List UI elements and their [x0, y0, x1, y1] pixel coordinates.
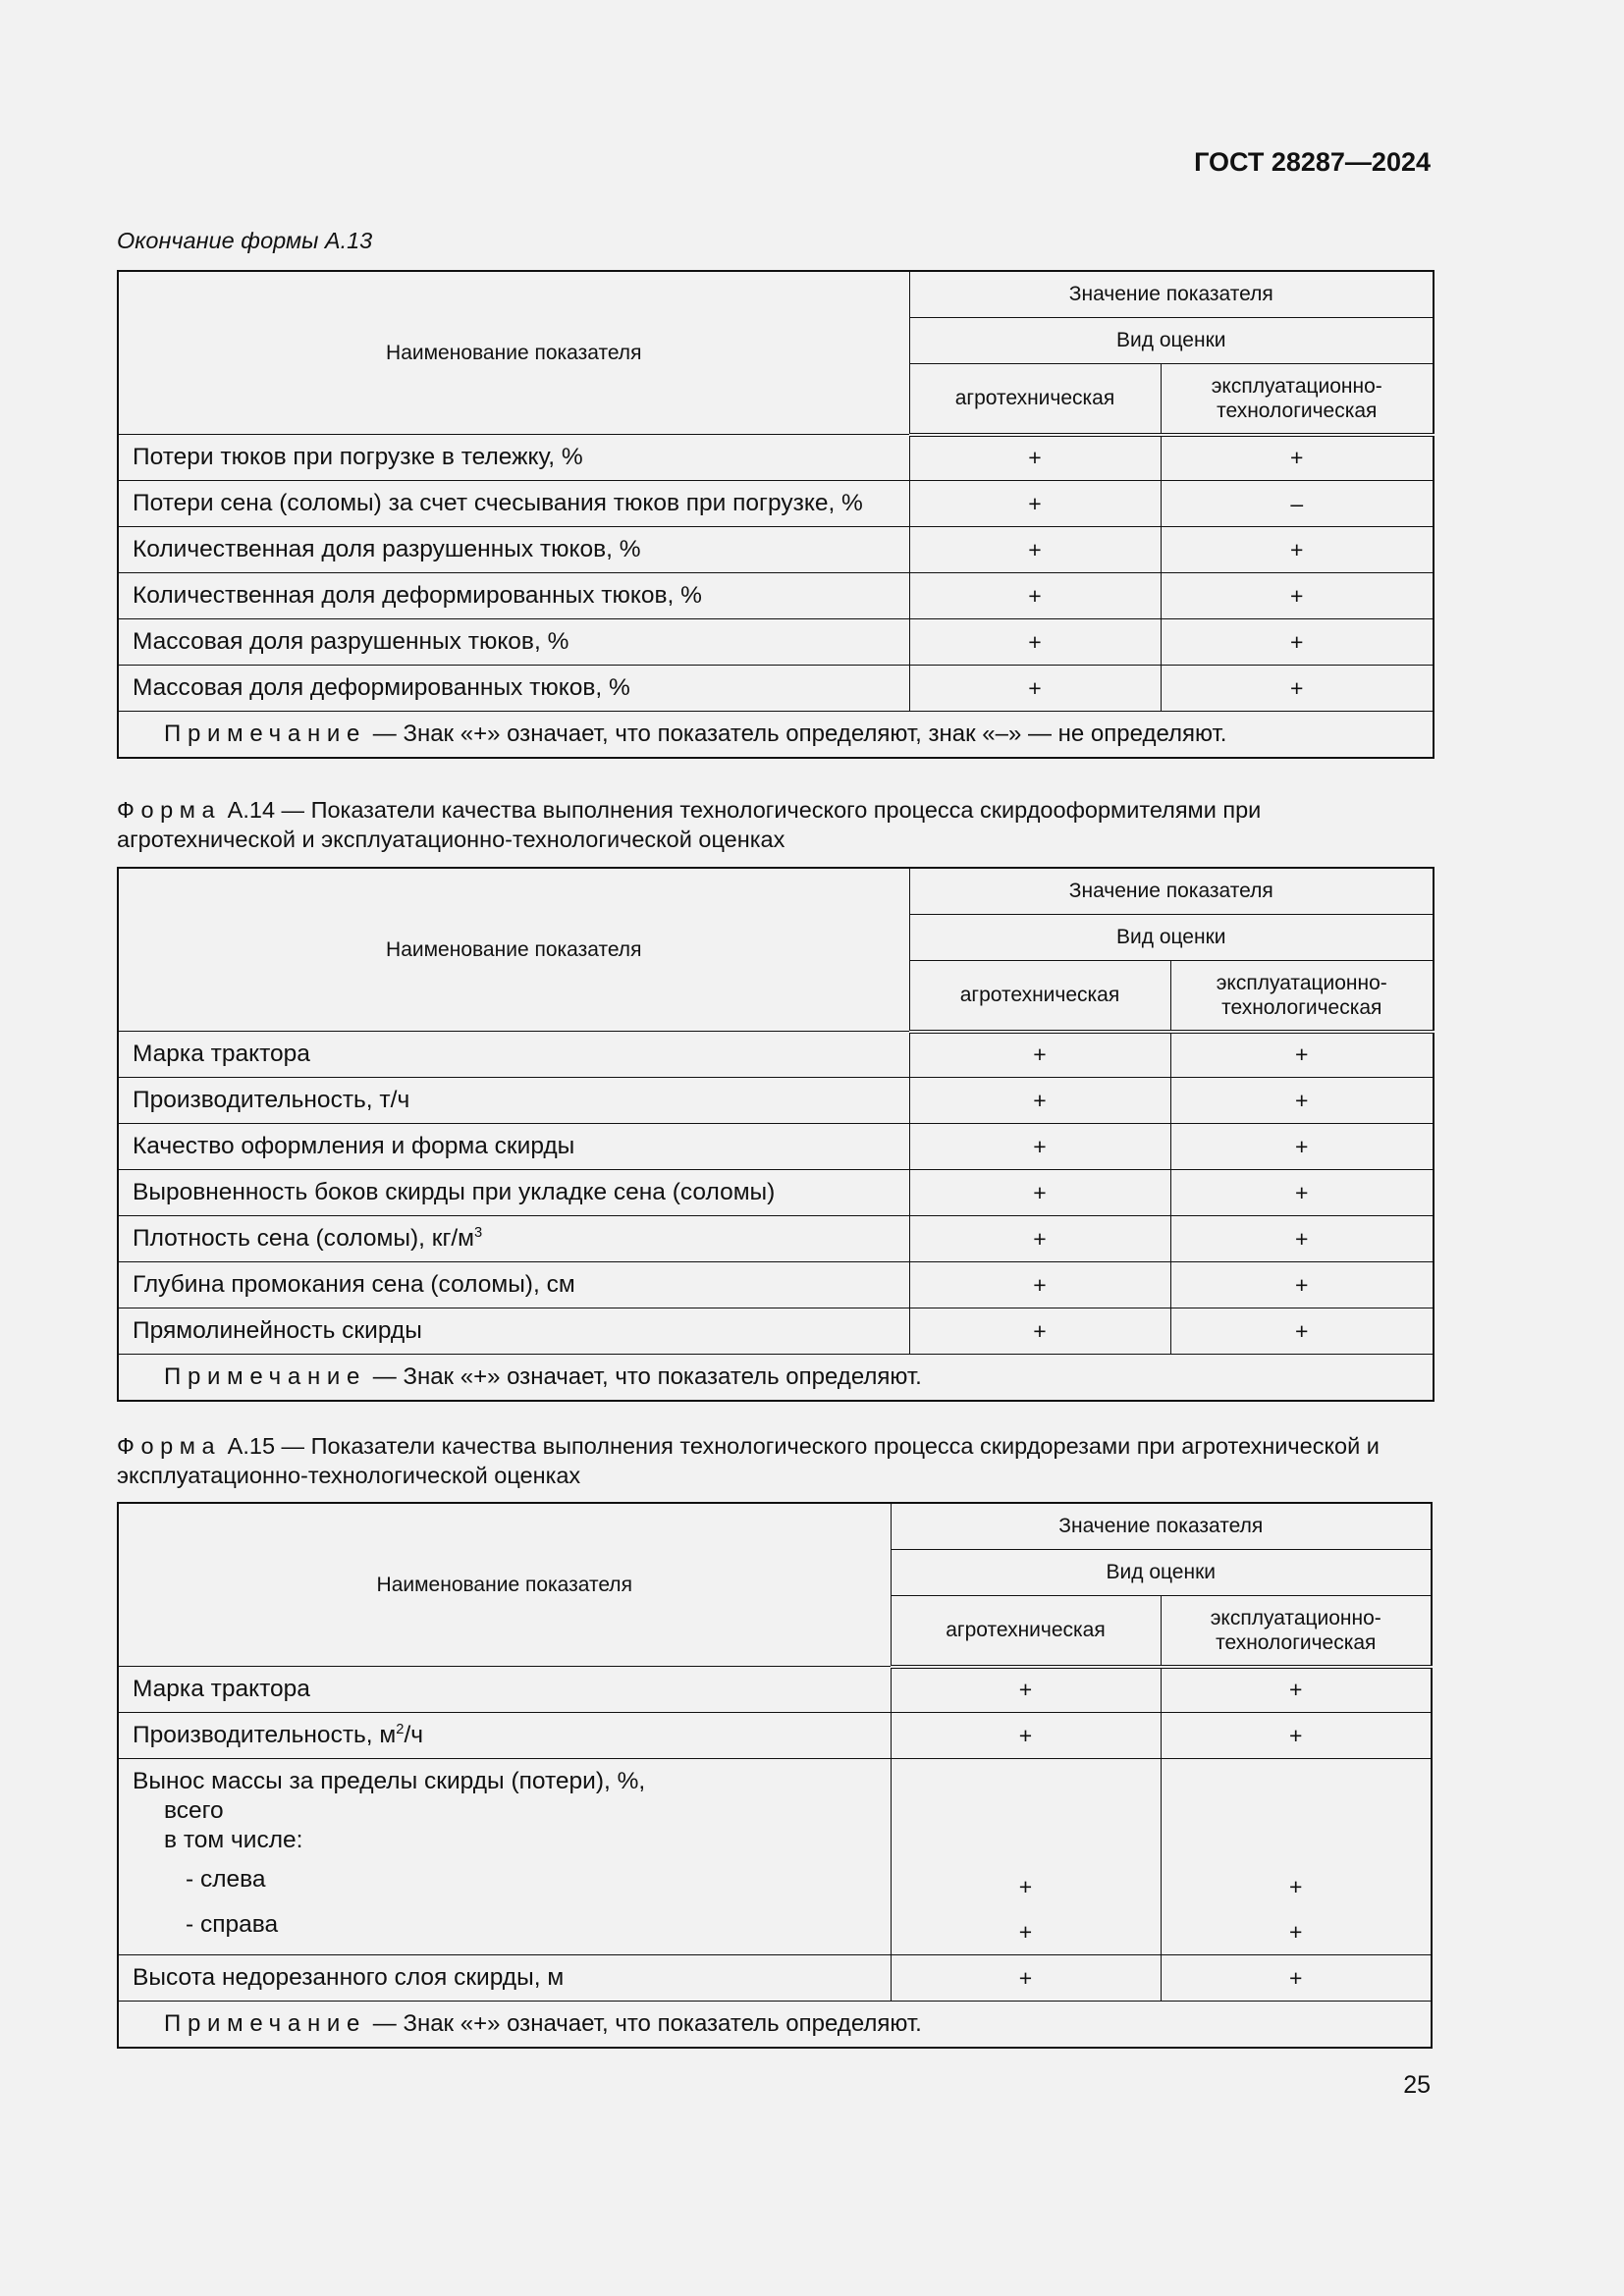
- agro-mark: +: [909, 1308, 1170, 1355]
- agro-mark: +: [909, 1216, 1170, 1262]
- header-indicator-value: Значение показателя: [909, 868, 1434, 915]
- agro-mark: +: [909, 666, 1161, 712]
- agro-mark: +: [909, 1170, 1170, 1216]
- agro-mark: +: [891, 1713, 1161, 1759]
- agro-mark: +: [909, 481, 1161, 527]
- table13-caption: Окончание формы А.13: [117, 228, 373, 253]
- row-name: Глубина промокания сена (соломы), см: [118, 1262, 909, 1308]
- expl-mark: +: [1161, 619, 1434, 666]
- header-agrotechnical: агротехническая: [891, 1596, 1161, 1667]
- row-name: Производительность, т/ч: [118, 1078, 909, 1124]
- row-name: Выровненность боков скирды при укладке сена (соломы): [118, 1170, 909, 1216]
- table-row: [118, 619, 1434, 666]
- table-row: [118, 573, 1434, 619]
- expl-mark: +: [1170, 1078, 1434, 1124]
- expl-mark: +: [1161, 1667, 1432, 1713]
- table-row: [118, 1216, 1434, 1262]
- table15-caption: Форма А.15 — Показатели качества выполнения технологического процесса скирдорезами при агротехнической и эксплуатационно-технологической оценках: [117, 1433, 1380, 1488]
- expl-mark: +: [1170, 1170, 1434, 1216]
- table-row: [118, 1124, 1434, 1170]
- table-row: [118, 1308, 1434, 1355]
- table-row: [118, 1713, 1432, 1759]
- expl-marks: + +: [1161, 1759, 1432, 1955]
- table-row: [118, 1667, 1432, 1713]
- header-assessment-type: Вид оценки: [909, 318, 1434, 364]
- table-row: [118, 1078, 1434, 1124]
- row-name: Производительность, $м^2/ч$: [118, 1713, 891, 1759]
- expl-mark: +: [1170, 1032, 1434, 1078]
- expl-mark: +: [1161, 435, 1434, 481]
- agro-mark: +: [909, 1078, 1170, 1124]
- header-agrotechnical: агротехническая: [909, 961, 1170, 1032]
- row-name: Марка трактора: [118, 1667, 891, 1713]
- note-text: — Знак «+» означает, что показатель определяют.: [366, 1363, 922, 1390]
- table-row: [118, 1170, 1434, 1216]
- agro-mark: +: [909, 527, 1161, 573]
- standard-code: ГОСТ 28287—2024: [1194, 147, 1431, 177]
- agro-mark: +: [909, 619, 1161, 666]
- expl-mark: +: [1161, 666, 1434, 712]
- table-row: [118, 1955, 1432, 2002]
- header-agrotechnical: агротехническая: [909, 364, 1161, 435]
- expl-mark: +: [1170, 1262, 1434, 1308]
- header-indicator-value: Значение показателя: [891, 1503, 1432, 1550]
- expl-mark: +: [1161, 573, 1434, 619]
- row-name: Плотность сена (соломы), $кг/м^3$: [118, 1216, 909, 1262]
- header-assessment-type: Вид оценки: [909, 915, 1434, 961]
- row-name: Качество оформления и форма скирды: [118, 1124, 909, 1170]
- note-label: Примечание: [164, 1363, 367, 1390]
- row-name: Марка трактора: [118, 1032, 909, 1078]
- note-label: Примечание: [164, 721, 367, 747]
- row-name-multiline: Вынос массы за пределы скирды (потери), %, всего в том числе: - слева - справа: [118, 1759, 891, 1955]
- row-name: Массовая доля деформированных тюков, %: [118, 666, 909, 712]
- row-name: Количественная доля разрушенных тюков, %: [118, 527, 909, 573]
- header-indicator-name: Наименование показателя: [118, 868, 909, 1032]
- header-indicator-value: Значение показателя: [909, 271, 1434, 318]
- row-name: Количественная доля деформированных тюков, %: [118, 573, 909, 619]
- expl-mark: –: [1161, 481, 1434, 527]
- header-indicator-name: Наименование показателя: [118, 271, 909, 435]
- expl-mark: +: [1170, 1216, 1434, 1262]
- row-name: Прямолинейность скирды: [118, 1308, 909, 1355]
- table-a15: [117, 1502, 1433, 2049]
- table-a14: [117, 867, 1435, 1402]
- table-row: [118, 435, 1434, 481]
- table14-caption: Форма А.14 — Показатели качества выполнения технологического процесса скирдооформителями при агротехнической и эксплуатационно-технологической оценках: [117, 797, 1262, 852]
- agro-mark: +: [909, 1262, 1170, 1308]
- header-indicator-name: Наименование показателя: [118, 1503, 891, 1667]
- row-name: Высота недорезанного слоя скирды, м: [118, 1955, 891, 2002]
- agro-mark: +: [909, 435, 1161, 481]
- agro-mark: +: [909, 573, 1161, 619]
- header-assessment-type: Вид оценки: [891, 1550, 1432, 1596]
- note-text: — Знак «+» означает, что показатель определяют, знак «–» — не определяют.: [366, 721, 1227, 747]
- table-row: [118, 1759, 1432, 1955]
- agro-mark: +: [891, 1955, 1161, 2002]
- table-row: [118, 481, 1434, 527]
- note-label: Примечание: [164, 2010, 367, 2037]
- note-text: — Знак «+» означает, что показатель определяют.: [366, 2010, 922, 2037]
- table-row: [118, 527, 1434, 573]
- header-operational: эксплуатационно- технологическая: [1161, 364, 1434, 435]
- table-a13: [117, 270, 1435, 759]
- agro-mark: +: [909, 1124, 1170, 1170]
- expl-mark: +: [1161, 527, 1434, 573]
- expl-mark: +: [1161, 1713, 1432, 1759]
- header-operational: эксплуатационно- технологическая: [1161, 1596, 1432, 1667]
- expl-mark: +: [1161, 1955, 1432, 2002]
- expl-mark: +: [1170, 1308, 1434, 1355]
- table-note: [118, 2002, 1432, 2049]
- table-note: [118, 1355, 1434, 1402]
- row-name: Потери тюков при погрузке в тележку, %: [118, 435, 909, 481]
- expl-mark: +: [1170, 1124, 1434, 1170]
- row-name: Потери сена (соломы) за счет счесывания тюков при погрузке, %: [118, 481, 909, 527]
- page-number: 25: [1403, 2071, 1431, 2099]
- agro-marks: + +: [891, 1759, 1161, 1955]
- agro-mark: +: [909, 1032, 1170, 1078]
- table-row: [118, 666, 1434, 712]
- table-row: [118, 1262, 1434, 1308]
- row-name: Массовая доля разрушенных тюков, %: [118, 619, 909, 666]
- table-note: [118, 712, 1434, 759]
- header-operational: эксплуатационно- технологическая: [1170, 961, 1434, 1032]
- table-row: [118, 1032, 1434, 1078]
- agro-mark: +: [891, 1667, 1161, 1713]
